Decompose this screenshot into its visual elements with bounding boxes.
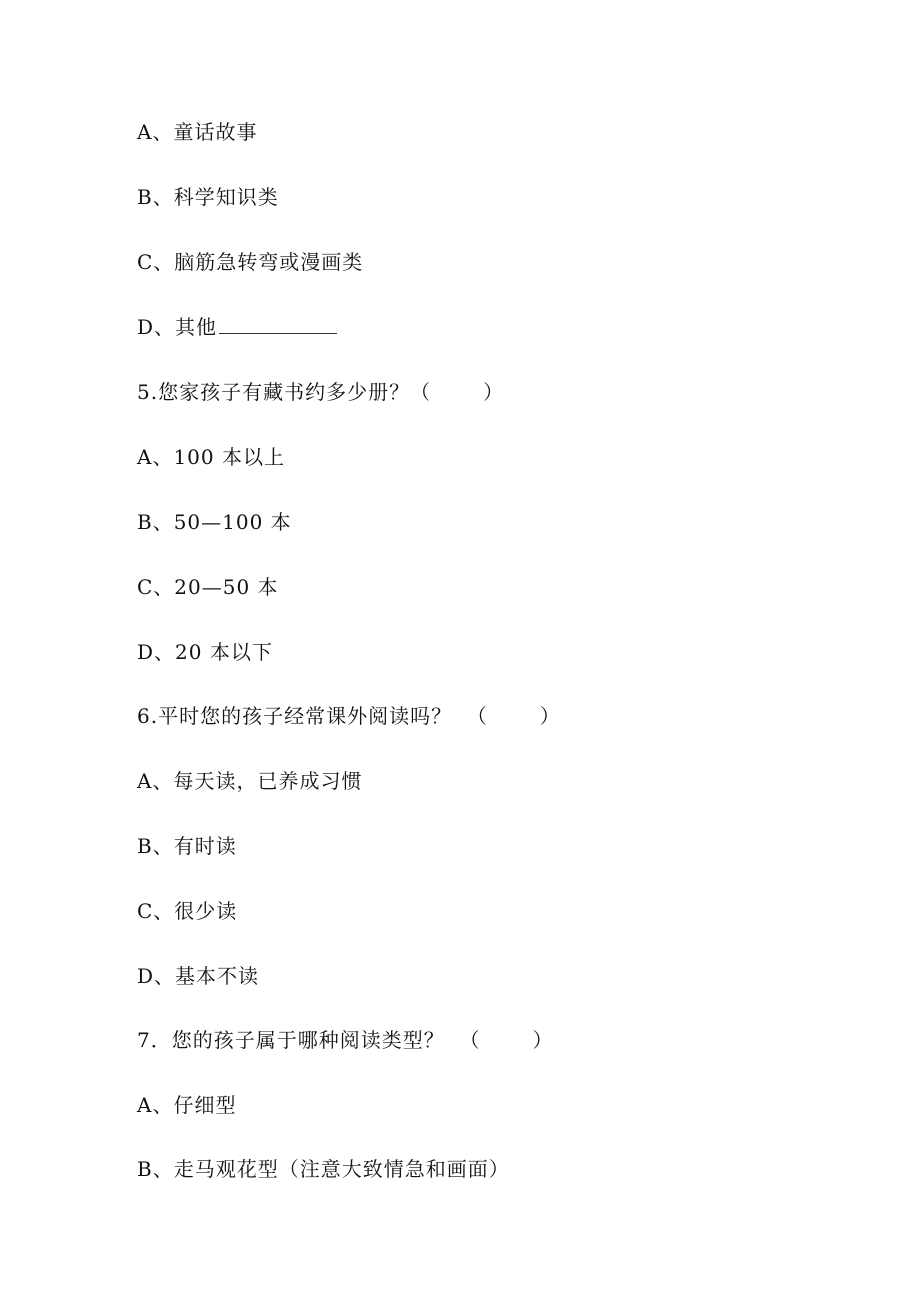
option-5b: B、50—100 本 <box>137 510 292 534</box>
option-4d <box>137 313 337 341</box>
option-5a: A、100 本以上 <box>137 445 285 469</box>
question-7-close: ） <box>532 1028 554 1052</box>
question-6 <box>137 702 561 730</box>
question-6-text: 6.平时您的孩子经常课外阅读吗？ （ <box>137 704 488 728</box>
option-5d: D、20 本以下 <box>137 640 273 664</box>
option-4d-text: D、其他 <box>137 315 218 339</box>
option-6c: C、很少读 <box>137 899 238 923</box>
option-5c: C、20—50 本 <box>137 575 279 599</box>
option-4a: A、童话故事 <box>137 120 258 144</box>
question-7-text: 7．您的孩子属于哪种阅读类型？ （ <box>137 1028 481 1052</box>
fill-in-blank <box>219 315 337 334</box>
question-5 <box>137 378 504 406</box>
option-7a: A、仔细型 <box>137 1093 237 1117</box>
option-4b: B、科学知识类 <box>137 185 279 209</box>
option-4c: C、脑筋急转弯或漫画类 <box>137 250 364 274</box>
question-5-text: 5.您家孩子有藏书约多少册？（ <box>137 380 432 404</box>
question-5-close: ） <box>483 380 505 404</box>
option-6b: B、有时读 <box>137 834 237 858</box>
option-7b: B、走马观花型（注意大致情急和画面） <box>137 1157 510 1181</box>
option-6a: A、每天读，已养成习惯 <box>137 769 363 793</box>
question-6-close: ） <box>539 704 561 728</box>
option-6d: D、基本不读 <box>137 964 260 988</box>
question-7 <box>137 1026 553 1054</box>
